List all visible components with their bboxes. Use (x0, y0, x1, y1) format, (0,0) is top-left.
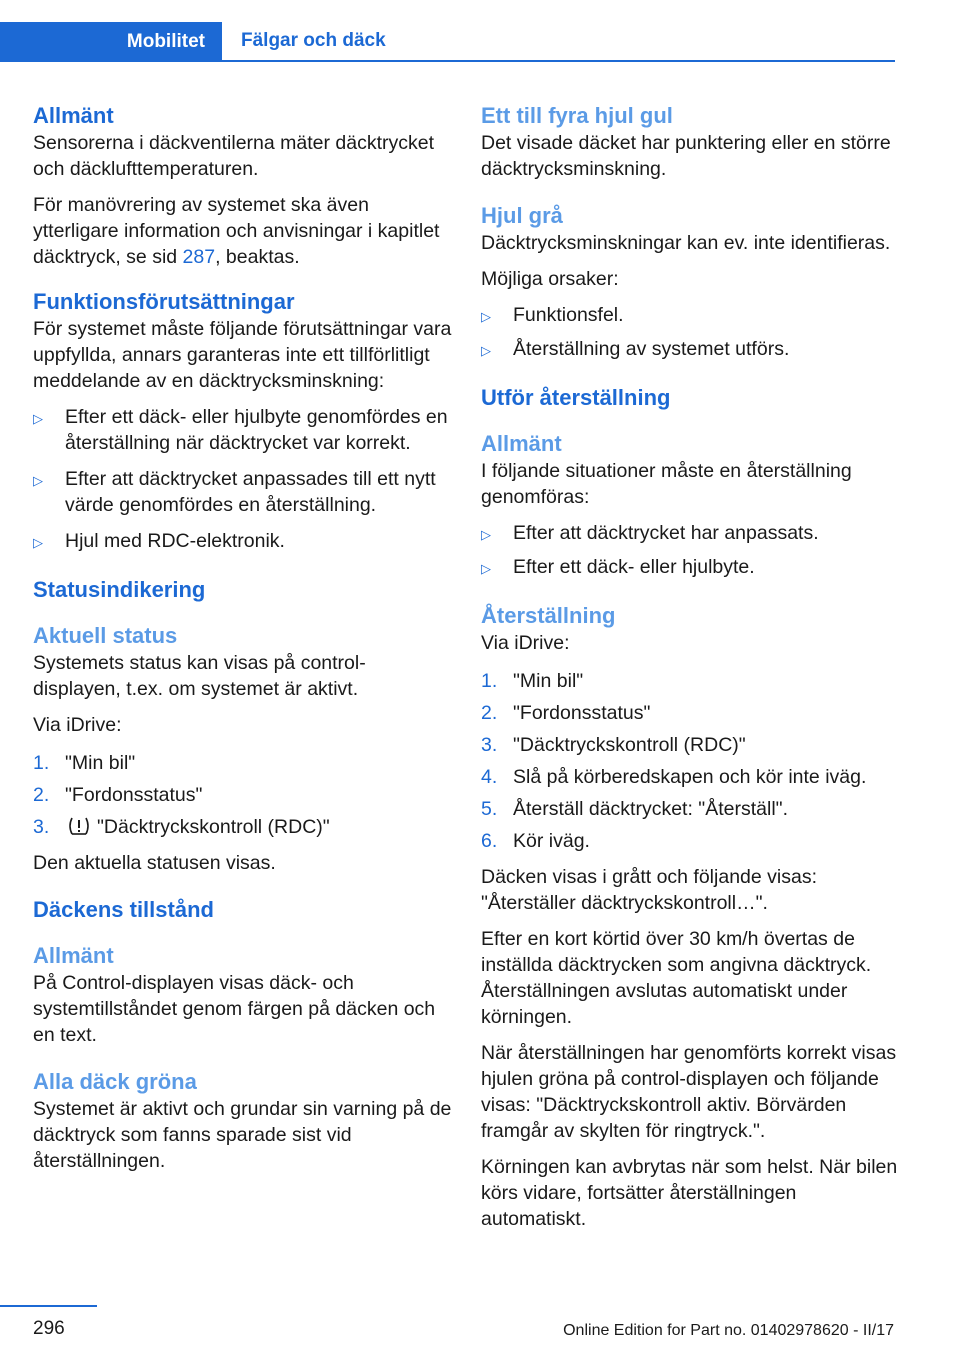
list-item-text: Återställning av systemet utförs. (513, 338, 790, 360)
paragraph: Systemet är aktivt och grundar sin varning på de däcktryck som fanns sparade sist vid återställningen. (33, 1098, 452, 1172)
step-number: 2. (33, 784, 50, 806)
heading-allmant-2: Allmänt (33, 943, 114, 968)
heading-allmant: Allmänt (33, 103, 114, 128)
paragraph: Den aktuella statusen visas. (33, 852, 276, 874)
heading-aterstallning: Återställning (481, 603, 616, 628)
list-item-text: Efter ett däck- eller hjulbyte. (513, 556, 755, 578)
section-tab-mobilitet[interactable]: Mobilitet (0, 22, 222, 62)
step-text: "Däcktryckskontroll (RDC)" (513, 734, 746, 756)
list-item (481, 796, 901, 822)
step-text-label: "Däcktryckskontroll (RDC)" (97, 816, 330, 838)
list-item (481, 336, 901, 364)
section-tab-falgar[interactable]: Fälgar och däck (241, 30, 386, 51)
list-item (481, 764, 901, 790)
heading-dackens-tillstand: Däckens tillstånd (33, 897, 214, 922)
paragraph: Körningen kan avbrytas när som helst. När bilen körs vidare, fortsätter återställningen automatiskt. (481, 1156, 898, 1230)
heading-allmant-3: Allmänt (481, 431, 562, 456)
step-number: 4. (481, 766, 498, 788)
step-text: "Fordonsstatus" (65, 784, 203, 806)
list-item-text: Hjul med RDC-elektronik. (65, 530, 285, 552)
paragraph: Det visade däcket har punktering eller en större däcktrycksminskning. (481, 132, 891, 180)
step-number: 6. (481, 830, 498, 852)
bullet-icon: ▷ (481, 561, 491, 576)
step-number: 2. (481, 702, 498, 724)
list-item-text: Efter att däcktrycket har anpassats. (513, 522, 819, 544)
heading-utfor-aterstallning: Utför återställning (481, 385, 671, 410)
list-item (481, 554, 901, 582)
edition-footer: Online Edition for Part no. 01402978620 - II/17 (563, 1322, 894, 1339)
bullet-icon: ▷ (481, 309, 491, 324)
step-text: Slå på körberedskapen och kör inte iväg. (513, 766, 867, 788)
bullet-icon: ▷ (33, 473, 43, 488)
list-item-text: Efter att däcktrycket anpassades till ett nytt värde genomfördes en återställning. (65, 468, 436, 516)
list-item (33, 528, 453, 556)
list-item (33, 814, 453, 840)
step-list (33, 750, 453, 840)
page-header (0, 22, 895, 62)
tire-pressure-warning-icon (67, 816, 91, 836)
bullet-list (481, 302, 901, 364)
paragraph: Efter en kort körtid över 30 km/h övertas de inställda däcktrycken som angivna däcktryck. Återställningen avslutas automatiskt under körningen. (481, 928, 872, 1028)
paragraph: Systemets status kan visas på control-displayen, t.ex. om systemet är aktivt. (33, 652, 366, 700)
list-item (33, 466, 453, 518)
right-column (481, 102, 901, 1232)
step-number: 1. (33, 752, 50, 774)
step-text: "Fordonsstatus" (513, 702, 651, 724)
bullet-icon: ▷ (33, 411, 43, 426)
heading-aktuell-status: Aktuell status (33, 623, 178, 648)
bullet-list (481, 520, 901, 582)
step-text: "Min bil" (513, 670, 584, 692)
step-text: Kör iväg. (513, 830, 590, 852)
list-item (481, 520, 901, 548)
list-item (33, 750, 453, 776)
heading-alla-dack-grona: Alla däck gröna (33, 1069, 197, 1094)
list-item (481, 828, 901, 854)
step-number: 3. (481, 734, 498, 756)
left-column (33, 102, 453, 1174)
list-item (33, 782, 453, 808)
list-item-text: Funktionsfel. (513, 304, 624, 326)
step-number: 3. (33, 816, 50, 838)
list-item (481, 302, 901, 330)
paragraph (33, 192, 453, 270)
step-text (65, 814, 330, 840)
paragraph: När återställningen har genomförts korrekt visas hjulen gröna på control-displayen och följande visas: "Däcktryckskontroll aktiv. Börvärden framgår av skylten för ringtryck.". (481, 1042, 897, 1142)
step-list (481, 668, 901, 854)
step-number: 5. (481, 798, 498, 820)
paragraph: Sensorerna i däckventilerna mäter däcktrycket och däcklufttemperaturen. (33, 132, 435, 180)
list-item (481, 732, 901, 758)
text-span: För manövrering av systemet ska även ytterligare information och anvisningar i kapitlet däcktryck, se sid (33, 194, 440, 268)
bullet-icon: ▷ (481, 343, 491, 358)
header-divider (0, 60, 895, 62)
list-item (33, 404, 453, 456)
heading-ett-till-fyra-hjul-gul: Ett till fyra hjul gul (481, 103, 673, 128)
paragraph: Däcken visas i grått och följande visas: "Återställer däcktryckskontroll…". (481, 866, 817, 914)
paragraph: Via iDrive: (481, 632, 570, 654)
bullet-icon: ▷ (481, 527, 491, 542)
page-link[interactable]: 287 (182, 246, 216, 268)
step-text: "Min bil" (65, 752, 136, 774)
paragraph: Via iDrive: (33, 714, 122, 736)
list-item (481, 668, 901, 694)
heading-statusindikering: Statusindikering (33, 577, 206, 602)
paragraph: För systemet måste följande förutsättningar vara uppfyllda, annars garanteras inte ett tillförlitligt meddelande av en däcktrycksminskning: (33, 318, 452, 392)
paragraph: Däcktrycksminskningar kan ev. inte identifieras. (481, 232, 891, 254)
footer-divider (0, 1305, 97, 1307)
paragraph: I följande situationer måste en återställning genomföras: (481, 460, 852, 508)
page-number: 296 (33, 1318, 65, 1339)
bullet-list (33, 404, 453, 556)
step-number: 1. (481, 670, 498, 692)
heading-funktionsforutsattningar: Funktionsförutsättningar (33, 289, 295, 314)
bullet-icon: ▷ (33, 535, 43, 550)
paragraph: På Control-displayen visas däck- och systemtillståndet genom färgen på däcken och en text. (33, 972, 436, 1046)
list-item (481, 700, 901, 726)
list-item-text: Efter ett däck- eller hjulbyte genomfördes en återställning när däcktrycket var korrekt. (65, 406, 448, 454)
heading-hjul-gra: Hjul grå (481, 203, 563, 228)
text-span: , beaktas. (215, 246, 300, 268)
paragraph: Möjliga orsaker: (481, 268, 619, 290)
step-text: Återställ däcktrycket: "Återställ". (513, 798, 789, 820)
